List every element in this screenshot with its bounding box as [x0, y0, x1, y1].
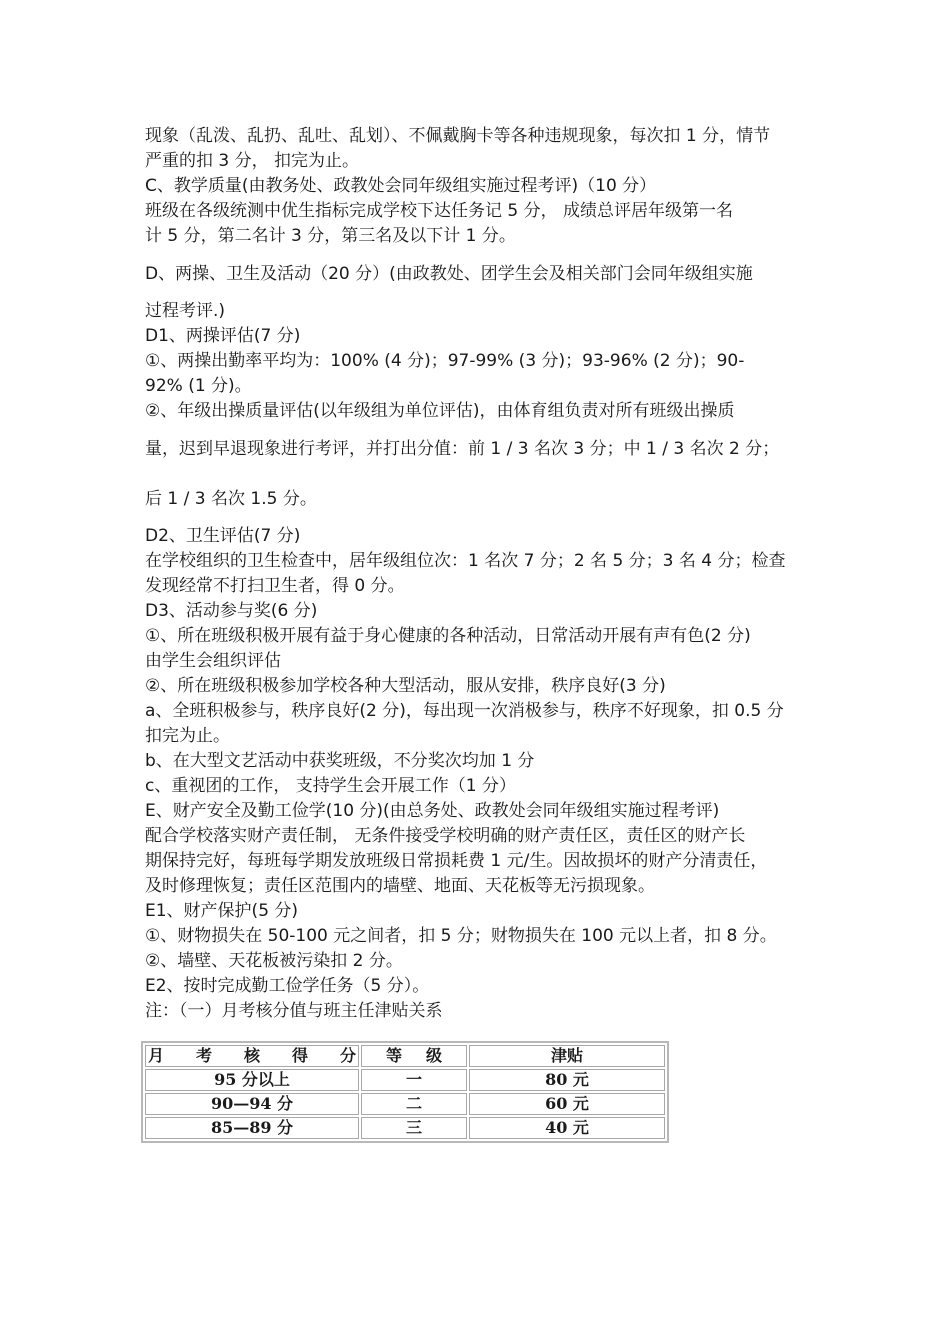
- header-grade-char: 级: [425, 1046, 442, 1065]
- paragraph-line: 现象（乱泼、乱扔、乱吐、乱划）、不佩戴胸卡等各种违规现象，每次扣 1 分，情节: [145, 126, 771, 146]
- header-score-char: 考: [195, 1046, 212, 1065]
- paragraph-line: 后 1 / 3 名次 1.5 分。: [145, 489, 317, 509]
- allowance-table: [141, 1041, 669, 1143]
- header-score-char: 核: [243, 1046, 260, 1065]
- section-e2-heading: E2、按时完成勤工俭学任务（5 分）。: [145, 976, 430, 996]
- header-score: [145, 1045, 359, 1067]
- table-header-row: [145, 1045, 665, 1067]
- table-row: [145, 1093, 665, 1115]
- section-d-heading: D、两操、卫生及活动（20 分）(由政教处、团学生会及相关部门会同年级组实施: [145, 264, 753, 284]
- section-d1-heading: D1、两操评估(7 分): [145, 326, 301, 346]
- paragraph-line: 92% (1 分)。: [145, 376, 252, 396]
- paragraph-line: 班级在各级统测中优生指标完成学校下达任务记 5 分， 成绩总评居年级第一名: [145, 201, 734, 221]
- table-row: [145, 1117, 665, 1139]
- grade-cell: 三: [361, 1117, 467, 1139]
- paragraph-line: a、全班积极参与，秩序良好(2 分)，每出现一次消极参与，秩序不好现象，扣 0.5 分: [145, 701, 784, 721]
- paragraph-line: 扣完为止。: [145, 726, 230, 746]
- paragraph-line: 期保持完好，每班每学期发放班级日常损耗费 1 元/生。因故损坏的财产分清责任，: [145, 851, 768, 871]
- header-grade-char: 等: [385, 1046, 402, 1065]
- paragraph-line: ②、所在班级积极参加学校各种大型活动，服从安排，秩序良好(3 分): [145, 676, 666, 696]
- paragraph-line: 及时修理恢复；责任区范围内的墙壁、地面、天花板等无污损现象。: [145, 876, 655, 896]
- header-score-char: 得: [291, 1046, 308, 1065]
- paragraph-line: ①、两操出勤率平均为：100% (4 分)；97-99% (3 分)；93-96% (2 分)；90-: [145, 351, 745, 371]
- header-allowance: 津贴: [469, 1045, 665, 1067]
- section-e1-heading: E1、财产保护(5 分): [145, 901, 299, 921]
- paragraph-line: 过程考评.): [145, 301, 226, 321]
- header-score-char: 月: [148, 1046, 165, 1065]
- paragraph-line: 由学生会组织评估: [145, 651, 281, 671]
- grade-cell: 一: [361, 1069, 467, 1091]
- section-e-heading: E、财产安全及勤工俭学(10 分)(由总务处、政教处会同年级组实施过程考评): [145, 801, 720, 821]
- score-cell: 85—89 分: [145, 1117, 359, 1139]
- paragraph-line: ②、墙壁、天花板被污染扣 2 分。: [145, 951, 403, 971]
- paragraph-line: 严重的扣 3 分， 扣完为止。: [145, 151, 360, 171]
- section-d3-heading: D3、活动参与奖(6 分): [145, 601, 318, 621]
- paragraph-line: 计 5 分，第二名计 3 分，第三名及以下计 1 分。: [145, 226, 516, 246]
- paragraph-line: ①、财物损失在 50-100 元之间者，扣 5 分；财物损失在 100 元以上者，扣 8 分。: [145, 926, 777, 946]
- paragraph-line: 在学校组织的卫生检查中，居年级组位次：1 名次 7 分；2 名 5 分；3 名 4 分；检查: [145, 551, 786, 571]
- header-score-char: 分: [339, 1046, 356, 1065]
- allowance-cell: 80 元: [469, 1069, 665, 1091]
- paragraph-line: ①、所在班级积极开展有益于身心健康的各种活动，日常活动开展有声有色(2 分): [145, 626, 751, 646]
- paragraph-line: 量，迟到早退现象进行考评，并打出分值：前 1 / 3 名次 3 分；中 1 / 3 名次 2 分；: [145, 439, 780, 459]
- paragraph-line: 配合学校落实财产责任制， 无条件接受学校明确的财产责任区，责任区的财产长: [145, 826, 746, 846]
- allowance-cell: 60 元: [469, 1093, 665, 1115]
- score-cell: 90—94 分: [145, 1093, 359, 1115]
- grade-cell: 二: [361, 1093, 467, 1115]
- paragraph-line: c、重视团的工作， 支持学生会开展工作（1 分）: [145, 776, 516, 796]
- section-c-heading: C、教学质量(由教务处、政教处会同年级组实施过程考评)（10 分）: [145, 176, 657, 196]
- paragraph-line: ②、年级出操质量评估(以年级组为单位评估)，由体育组负责对所有班级出操质: [145, 401, 735, 421]
- section-d2-heading: D2、卫生评估(7 分): [145, 526, 301, 546]
- paragraph-line: 发现经常不打扫卫生者，得 0 分。: [145, 576, 405, 596]
- header-grade: [361, 1045, 467, 1067]
- paragraph-line: b、在大型文艺活动中获奖班级，不分奖次均加 1 分: [145, 751, 535, 771]
- allowance-cell: 40 元: [469, 1117, 665, 1139]
- score-cell: 95 分以上: [145, 1069, 359, 1091]
- note-line: 注：（一）月考核分值与班主任津贴关系: [145, 1001, 443, 1021]
- table-row: [145, 1069, 665, 1091]
